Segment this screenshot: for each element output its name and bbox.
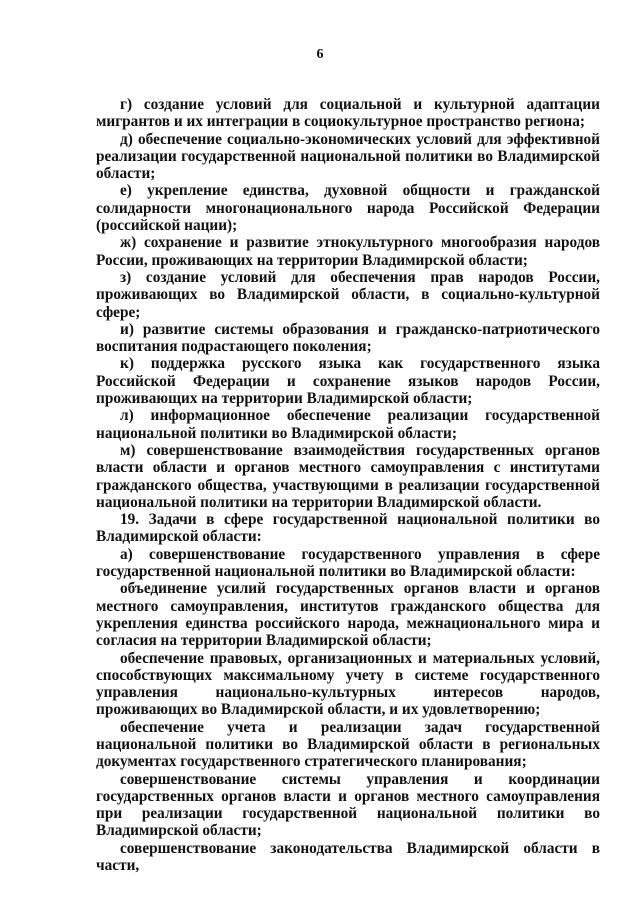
list-item: объединение усилий государственных органов власти и органов местного самоуправления, институтов гражданского общества для укрепления единства российского народа, межнационального мира и согласия на территории Владимирской области; bbox=[96, 580, 600, 650]
list-item: обеспечение правовых, организационных и материальных условий, способствующих максимальному учету в системе государственного управления национально-культурных интересов народов, проживающих во Владимирской области, и их удовлетворению; bbox=[96, 649, 600, 719]
list-item: совершенствование системы управления и координации государственных органов власти и органов местного самоуправления при реализации государственной национальной политики во Владимирской области; bbox=[96, 770, 600, 840]
paragraph-a: а) совершенствование государственного управления в сфере государственной национальной политики во Владимирской области: bbox=[96, 545, 600, 581]
paragraph-zh: ж) сохранение и развитие этнокультурного многообразия народов России, проживающих на территории Владимирской области; bbox=[96, 234, 600, 269]
list-item: обеспечение учета и реализации задач государственной национальной политики во Владимирской области в региональных документах государственного стратегического планирования; bbox=[96, 718, 600, 771]
paragraph-g: г) создание условий для социальной и культурной адаптации мигрантов и их интеграции в социокультурное пространство региона; bbox=[96, 96, 600, 131]
paragraph-l: л) информационное обеспечение реализации государственной национальной политики во Владимирской области; bbox=[96, 407, 600, 442]
paragraph-k: к) поддержка русского языка как государственного языка Российской Федерации и сохранение языков народов России, проживающих на территории Владимирской области; bbox=[96, 355, 600, 408]
paragraph-m: м) совершенствование взаимодействия государственных органов власти области и органов местного самоуправления с институтами гражданского общества, участвующими в реализации государственной национальной политики на территории Владимирской области. bbox=[96, 441, 600, 511]
page-number: 6 bbox=[316, 47, 324, 62]
paragraph-d: д) обеспечение социально-экономических условий для эффективной реализации государственной национальной политики во Владимирской области; bbox=[96, 130, 600, 183]
section-19-heading: 19. Задачи в сфере государственной национальной политики во Владимирской области: bbox=[96, 511, 600, 546]
list-item: совершенствование законодательства Владимирской области в части, bbox=[96, 839, 600, 875]
paragraph-z: з) создание условий для обеспечения прав народов России, проживающих во Владимирской области, в социально-культурной сфере; bbox=[96, 268, 600, 321]
paragraph-i: и) развитие системы образования и гражданско-патриотического воспитания подрастающего поколения; bbox=[96, 320, 600, 356]
document-body bbox=[96, 96, 600, 874]
paragraph-e: е) укрепление единства, духовной общности и гражданской солидарности многонационального народа Российской Федерации (российской нации); bbox=[96, 182, 600, 235]
